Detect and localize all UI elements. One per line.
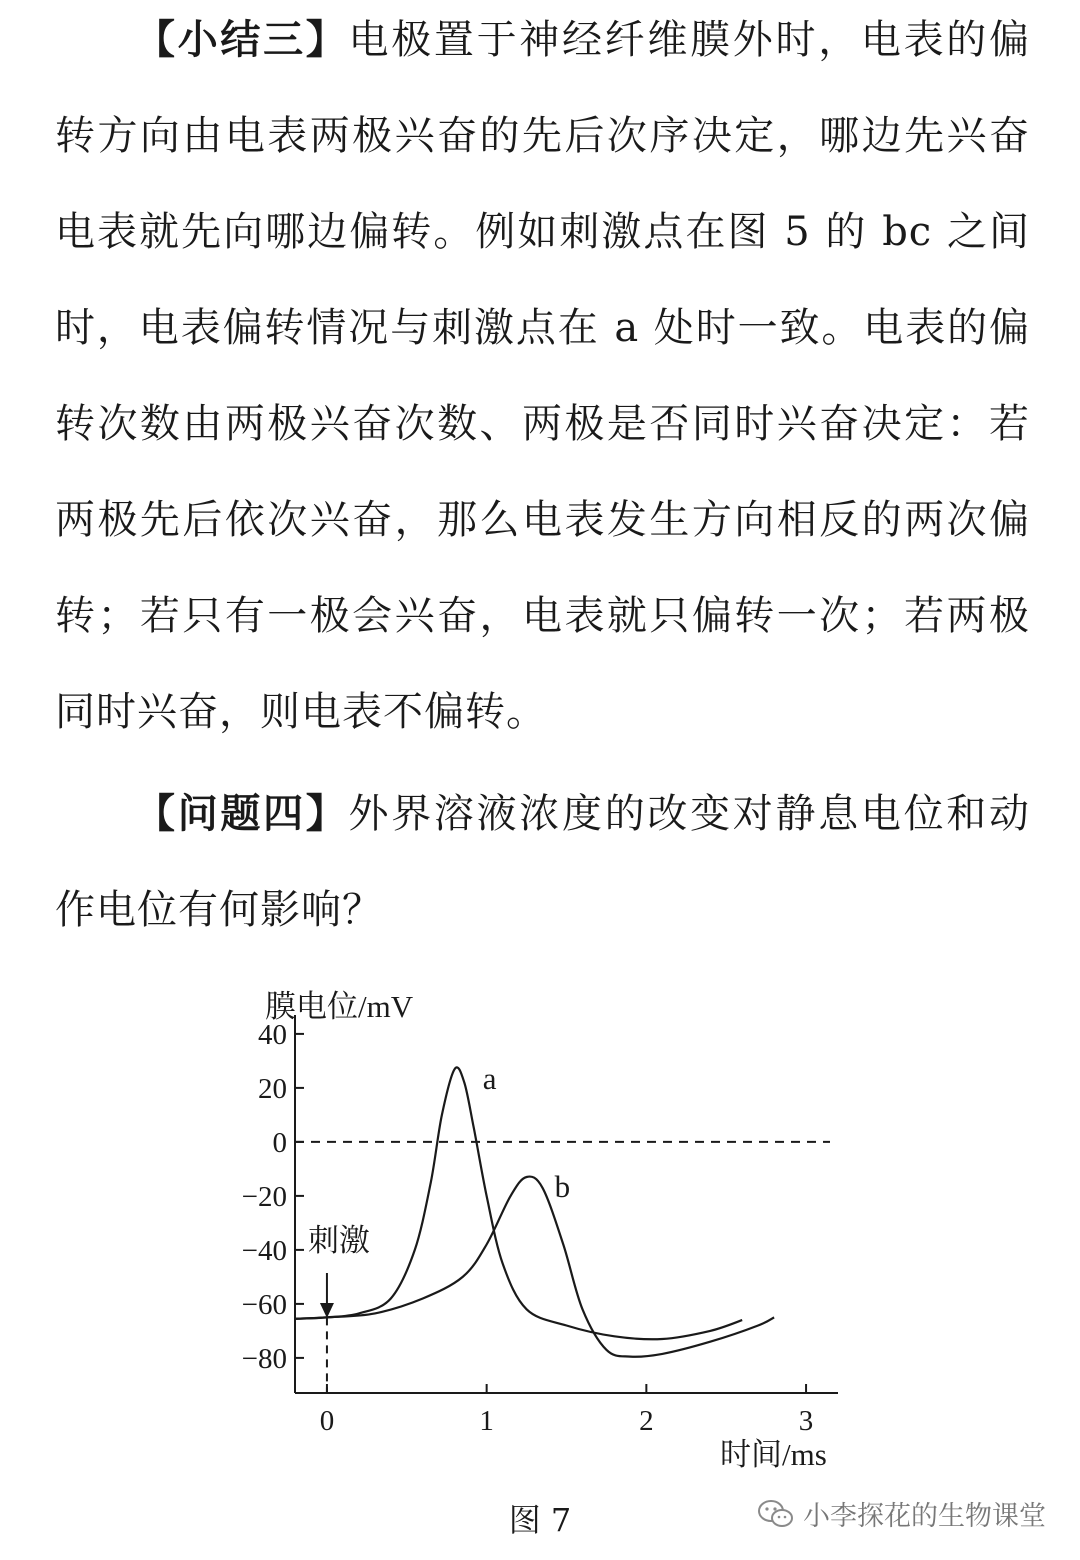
figure-caption: 图 7 [508,1501,572,1539]
summary-three-text: 电极置于神经纤维膜外时，电表的偏转方向由电表两极兴奋的先后次序决定，哪边先兴奋电表就先向哪边偏转。例如刺激点在图 5 的 bc 之间时，电表偏转情况与刺激点在 a 处时一致。电表的偏转次数由两极兴奋次数、两极是否同时兴奋决定：若两极先后依次兴奋，那么电表发生方向相反的两次偏转；若只有一极会兴奋，电表就只偏转一次；若两极同时兴奋，则电表不偏转。 [55,17,1030,735]
question-four-text: 外界溶液浓度的改变对静息电位和动作电位有何影响？ [55,791,1030,933]
y-axis-title: 膜电位/mV [265,989,414,1024]
curve-a [295,1067,742,1339]
curve-label-a: a [482,1061,497,1096]
summary-three-paragraph [55,0,1030,760]
y-tick-label: −80 [241,1342,287,1375]
question-four-paragraph [55,766,1030,958]
y-tick-label: 20 [258,1072,287,1105]
membrane-potential-chart [0,975,1080,1495]
x-axis-title: 时间/ms [720,1437,827,1472]
y-tick-label: −40 [241,1234,287,1267]
wechat-icon [757,1499,795,1529]
y-tick-label: −60 [241,1288,287,1321]
x-tick-label: 0 [319,1405,335,1437]
y-tick-label: 0 [272,1126,287,1159]
watermark-text: 小李探花的生物课堂 [803,1501,1046,1532]
curve-label-b: b [554,1169,571,1204]
summary-three-label: 【小结三】 [135,17,349,63]
watermark [757,1494,1046,1533]
x-tick-label: 3 [798,1405,814,1437]
x-tick-label: 2 [639,1405,654,1437]
stimulus-label: 刺激 [307,1223,370,1258]
curve-b [295,1177,774,1357]
y-tick-label: 40 [258,1018,287,1051]
stimulus-arrow-head [320,1303,334,1318]
question-four-label: 【问题四】 [135,791,349,837]
y-tick-label: −20 [241,1180,287,1213]
x-tick-label: 1 [479,1405,494,1437]
